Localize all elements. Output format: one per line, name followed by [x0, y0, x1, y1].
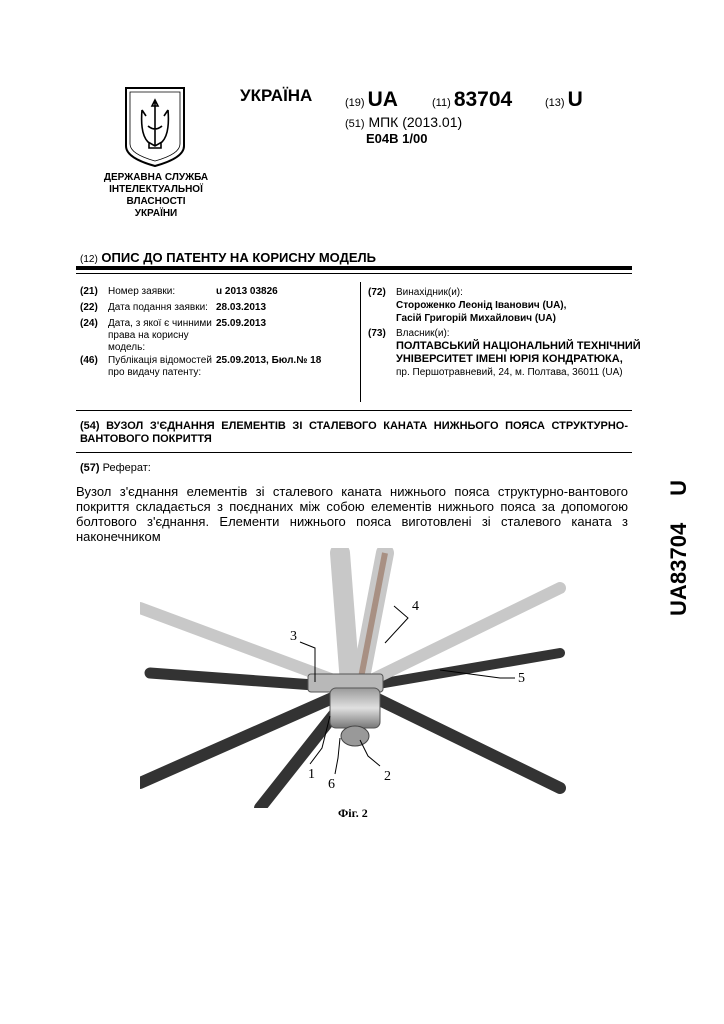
utility-model-title-text: ВУЗОЛ З'ЄДНАННЯ ЕЛЕМЕНТІВ ЗІ СТАЛЕВОГО КАНАТА НИЖНЬОГО ПОЯСА СТРУКТУРНО-ВАНТОВОГО ПОКРИТТЯ	[80, 420, 628, 445]
utility-model-title	[80, 420, 628, 446]
biblio-row	[80, 355, 360, 383]
patent-number: 83704	[453, 88, 513, 111]
biblio-label: Дата подання заявки:	[108, 302, 208, 313]
column-divider	[360, 282, 361, 402]
abstract-heading	[80, 462, 151, 474]
owner-address: пр. Першотравневий, 24, м. Полтава, 36011 (UA)	[396, 367, 623, 378]
owner-label: Власник(и):	[396, 328, 450, 339]
side-kind-code: U	[666, 480, 691, 496]
inid-code: (57)	[80, 462, 100, 474]
inid-code: (51)	[345, 118, 365, 130]
ipc	[345, 114, 462, 130]
ipc-class: E04B 1/00	[366, 131, 428, 146]
abstract-text: Вузол з'єднання елементів зі сталевого каната нижнього пояса структурно-вантового покриття складається з поєднаних між собою елементів нижнього пояса за допомогою болтового з'єднання. Елементи нижнього пояса виготовлені зі сталевого каната з наконечником	[76, 484, 628, 544]
section-divider	[76, 452, 632, 453]
inventors-label: Винахідник(и):	[396, 287, 463, 298]
agency-line: ВЛАСНОСТІ	[126, 196, 186, 207]
code-13	[545, 88, 583, 112]
thin-divider	[76, 273, 632, 274]
biblio-label: Номер заявки:	[108, 286, 176, 297]
inid-code: (11)	[432, 97, 451, 109]
trident-emblem-icon	[124, 86, 186, 168]
biblio-value: u 2013 03826	[216, 286, 278, 297]
section-divider	[76, 410, 632, 411]
owner-name: ПОЛТАВСЬКИЙ НАЦІОНАЛЬНИЙ ТЕХНІЧНИЙ УНІВЕРСИТЕТ ІМЕНІ ЮРІЯ КОНДРАТЮКА,	[396, 340, 641, 365]
biblio-value: 25.09.2013	[216, 318, 267, 329]
inid-code: (13)	[545, 97, 565, 109]
biblio-row	[80, 318, 360, 354]
biblio-label: Дата, з якої є чинними права на корисну модель:	[108, 318, 212, 353]
agency-name	[96, 172, 216, 220]
inid-code: (46)	[80, 355, 98, 366]
figure-label: 4	[412, 599, 419, 614]
biblio-value: 28.03.2013	[216, 302, 267, 313]
inid-code: (12)	[80, 254, 98, 265]
figure-label: 5	[518, 671, 525, 686]
inid-code: (73)	[368, 328, 386, 339]
document-title-text: ОПИС ДО ПАТЕНТУ НА КОРИСНУ МОДЕЛЬ	[101, 250, 377, 265]
figure-label: 2	[384, 769, 391, 784]
biblio-row	[80, 302, 360, 318]
inventor-name: Гасій Григорій Михайлович (UA)	[396, 313, 556, 324]
figure-label: 1	[308, 767, 315, 782]
figure-node-photo	[140, 548, 570, 808]
owner	[368, 327, 641, 407]
inid-code: (24)	[80, 318, 98, 329]
inid-code: (72)	[368, 287, 386, 298]
kind-code: U	[567, 88, 583, 111]
side-number: 83704	[666, 522, 691, 584]
biblio-label: Публікація відомостей про видачу патенту:	[108, 355, 212, 378]
country-name: УКРАЇНА	[240, 86, 313, 105]
inventor-name: Стороженко Леонід Іванович (UA),	[396, 300, 567, 311]
country-code: UA	[367, 88, 398, 111]
side-country-code: UA	[666, 584, 691, 616]
inid-code: (54)	[80, 420, 100, 432]
inventors	[368, 286, 628, 326]
code-19	[345, 88, 398, 112]
figure-caption: Фіг. 2	[338, 806, 368, 820]
agency-line: УКРАЇНИ	[134, 208, 178, 219]
document-title	[80, 250, 376, 265]
inid-code: (22)	[80, 302, 98, 313]
figure-label: 3	[290, 629, 297, 644]
agency-line: ІНТЕЛЕКТУАЛЬНОЇ	[109, 184, 203, 195]
side-patent-code	[640, 470, 700, 630]
ipc-version: МПК (2013.01)	[368, 114, 463, 130]
abstract-label: Реферат:	[102, 462, 151, 474]
biblio-value: 25.09.2013, Бюл.№ 18	[216, 355, 322, 366]
agency-line: ДЕРЖАВНА СЛУЖБА	[103, 172, 209, 183]
figure-label: 6	[328, 777, 335, 792]
thick-divider	[76, 266, 632, 270]
code-11	[432, 88, 512, 112]
inid-code: (21)	[80, 286, 98, 297]
biblio-row	[80, 286, 360, 302]
inid-code: (19)	[345, 97, 365, 109]
